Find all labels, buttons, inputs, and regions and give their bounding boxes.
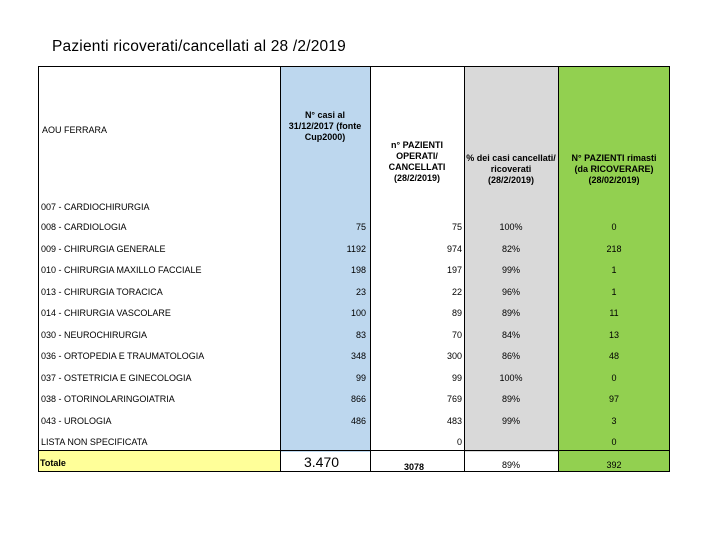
table-row [38,303,670,324]
row-operati: 22 [451,286,462,297]
row-percent: 89% [501,394,520,404]
row-casi: 866 [350,394,366,404]
row-casi: 486 [350,415,366,426]
row-casi: 83 [355,329,366,340]
row-name: 036 - ORTOPEDIA E TRAUMATOLOGIA [41,351,205,361]
row-casi [282,432,366,453]
row-percent [466,432,556,453]
header-rimasti: N° PAZIENTI rimasti (da RICOVERARE) (28/02/2019) [571,153,657,185]
row-operati: 75 [451,222,462,232]
row-casi: 1192 [346,243,366,254]
org-label: AOU FERRARA [42,125,108,135]
total-label: Totale [40,458,66,468]
row-operati: 70 [451,329,462,340]
row-rimasti: 11 [609,308,619,318]
table-row [38,389,670,410]
row-percent: 89% [501,308,520,318]
row-percent: 82% [501,243,520,254]
total-rimasti: 392 [606,460,622,470]
row-operati: 89 [451,308,462,318]
row-rimasti: 3 [611,415,617,426]
row-percent: 99% [501,265,520,275]
row-rimasti: 0 [611,372,617,383]
row-casi: 100 [350,308,366,318]
row-name: 043 - UROLOGIA [41,415,112,426]
row-rimasti: 218 [606,243,622,254]
row-operati: 483 [446,415,462,426]
row-rimasti: 48 [608,351,619,361]
row-percent: 84% [501,329,520,340]
table-row [38,432,670,453]
row-percent: 99% [501,415,520,426]
row-rimasti: 0 [611,222,617,232]
row-rimasti: 13 [608,329,619,340]
row-name: 009 - CHIRURGIA GENERALE [41,243,166,254]
row-percent: 86% [501,351,520,361]
row-percent: 96% [501,286,520,297]
total-label-cell [38,450,280,472]
table-row [38,346,670,367]
total-operati: 3078 [404,462,425,472]
row-name: 030 - NEUROCHIRURGIA [41,329,148,340]
row-operati: 300 [446,351,462,361]
row-percent: 100% [499,222,523,232]
row-rimasti: 1 [611,286,617,297]
row-operati: 769 [446,394,462,404]
row-name: 037 - OSTETRICIA E GINECOLOGIA [41,372,192,383]
row-name: 038 - OTORINOLARINGOIATRIA [41,394,175,404]
table-row [38,282,670,303]
row-operati: 974 [446,243,462,254]
table-row [38,260,670,281]
row-percent: 100% [499,372,523,383]
total-casi: 3.470 [304,454,340,470]
header-operati: n° PAZIENTI OPERATI/ CANCELLATI (28/2/2019) [388,140,446,183]
row-name: 014 - CHIRURGIA VASCOLARE [41,308,171,318]
section-label: 007 - CARDIOCHIRURGIA [41,202,150,212]
header-percent: % dei casi cancellati/ ricoverati (28/2/2019) [466,153,556,185]
page-title: Pazienti ricoverati/cancellati al 28 /2/2019 [52,38,346,55]
row-casi: 99 [355,372,366,383]
table-row [38,411,670,432]
row-name: 008 - CARDIOLOGIA [41,222,127,232]
table-row [38,368,670,389]
row-name: 013 - CHIRURGIA TORACICA [41,286,163,297]
row-rimasti: 0 [611,437,617,447]
row-rimasti: 1 [611,265,617,275]
table-row [38,239,670,260]
row-operati: 197 [446,265,462,275]
row-operati: 99 [451,372,462,383]
row-name: 010 - CHIRURGIA MAXILLO FACCIALE [41,265,202,275]
row-name: LISTA NON SPECIFICATA [41,437,148,447]
total-percent: 89% [501,460,520,470]
header-casi: N° casi al 31/12/2017 (fonte Cup2000) [288,110,362,142]
row-casi: 198 [350,265,366,275]
data-table [38,66,670,472]
row-casi: 75 [355,222,366,232]
row-operati: 0 [456,437,462,447]
row-casi: 348 [350,351,366,361]
row-rimasti: 97 [608,394,619,404]
table-row [38,217,670,238]
row-casi: 23 [355,286,366,297]
table-row [38,325,670,346]
